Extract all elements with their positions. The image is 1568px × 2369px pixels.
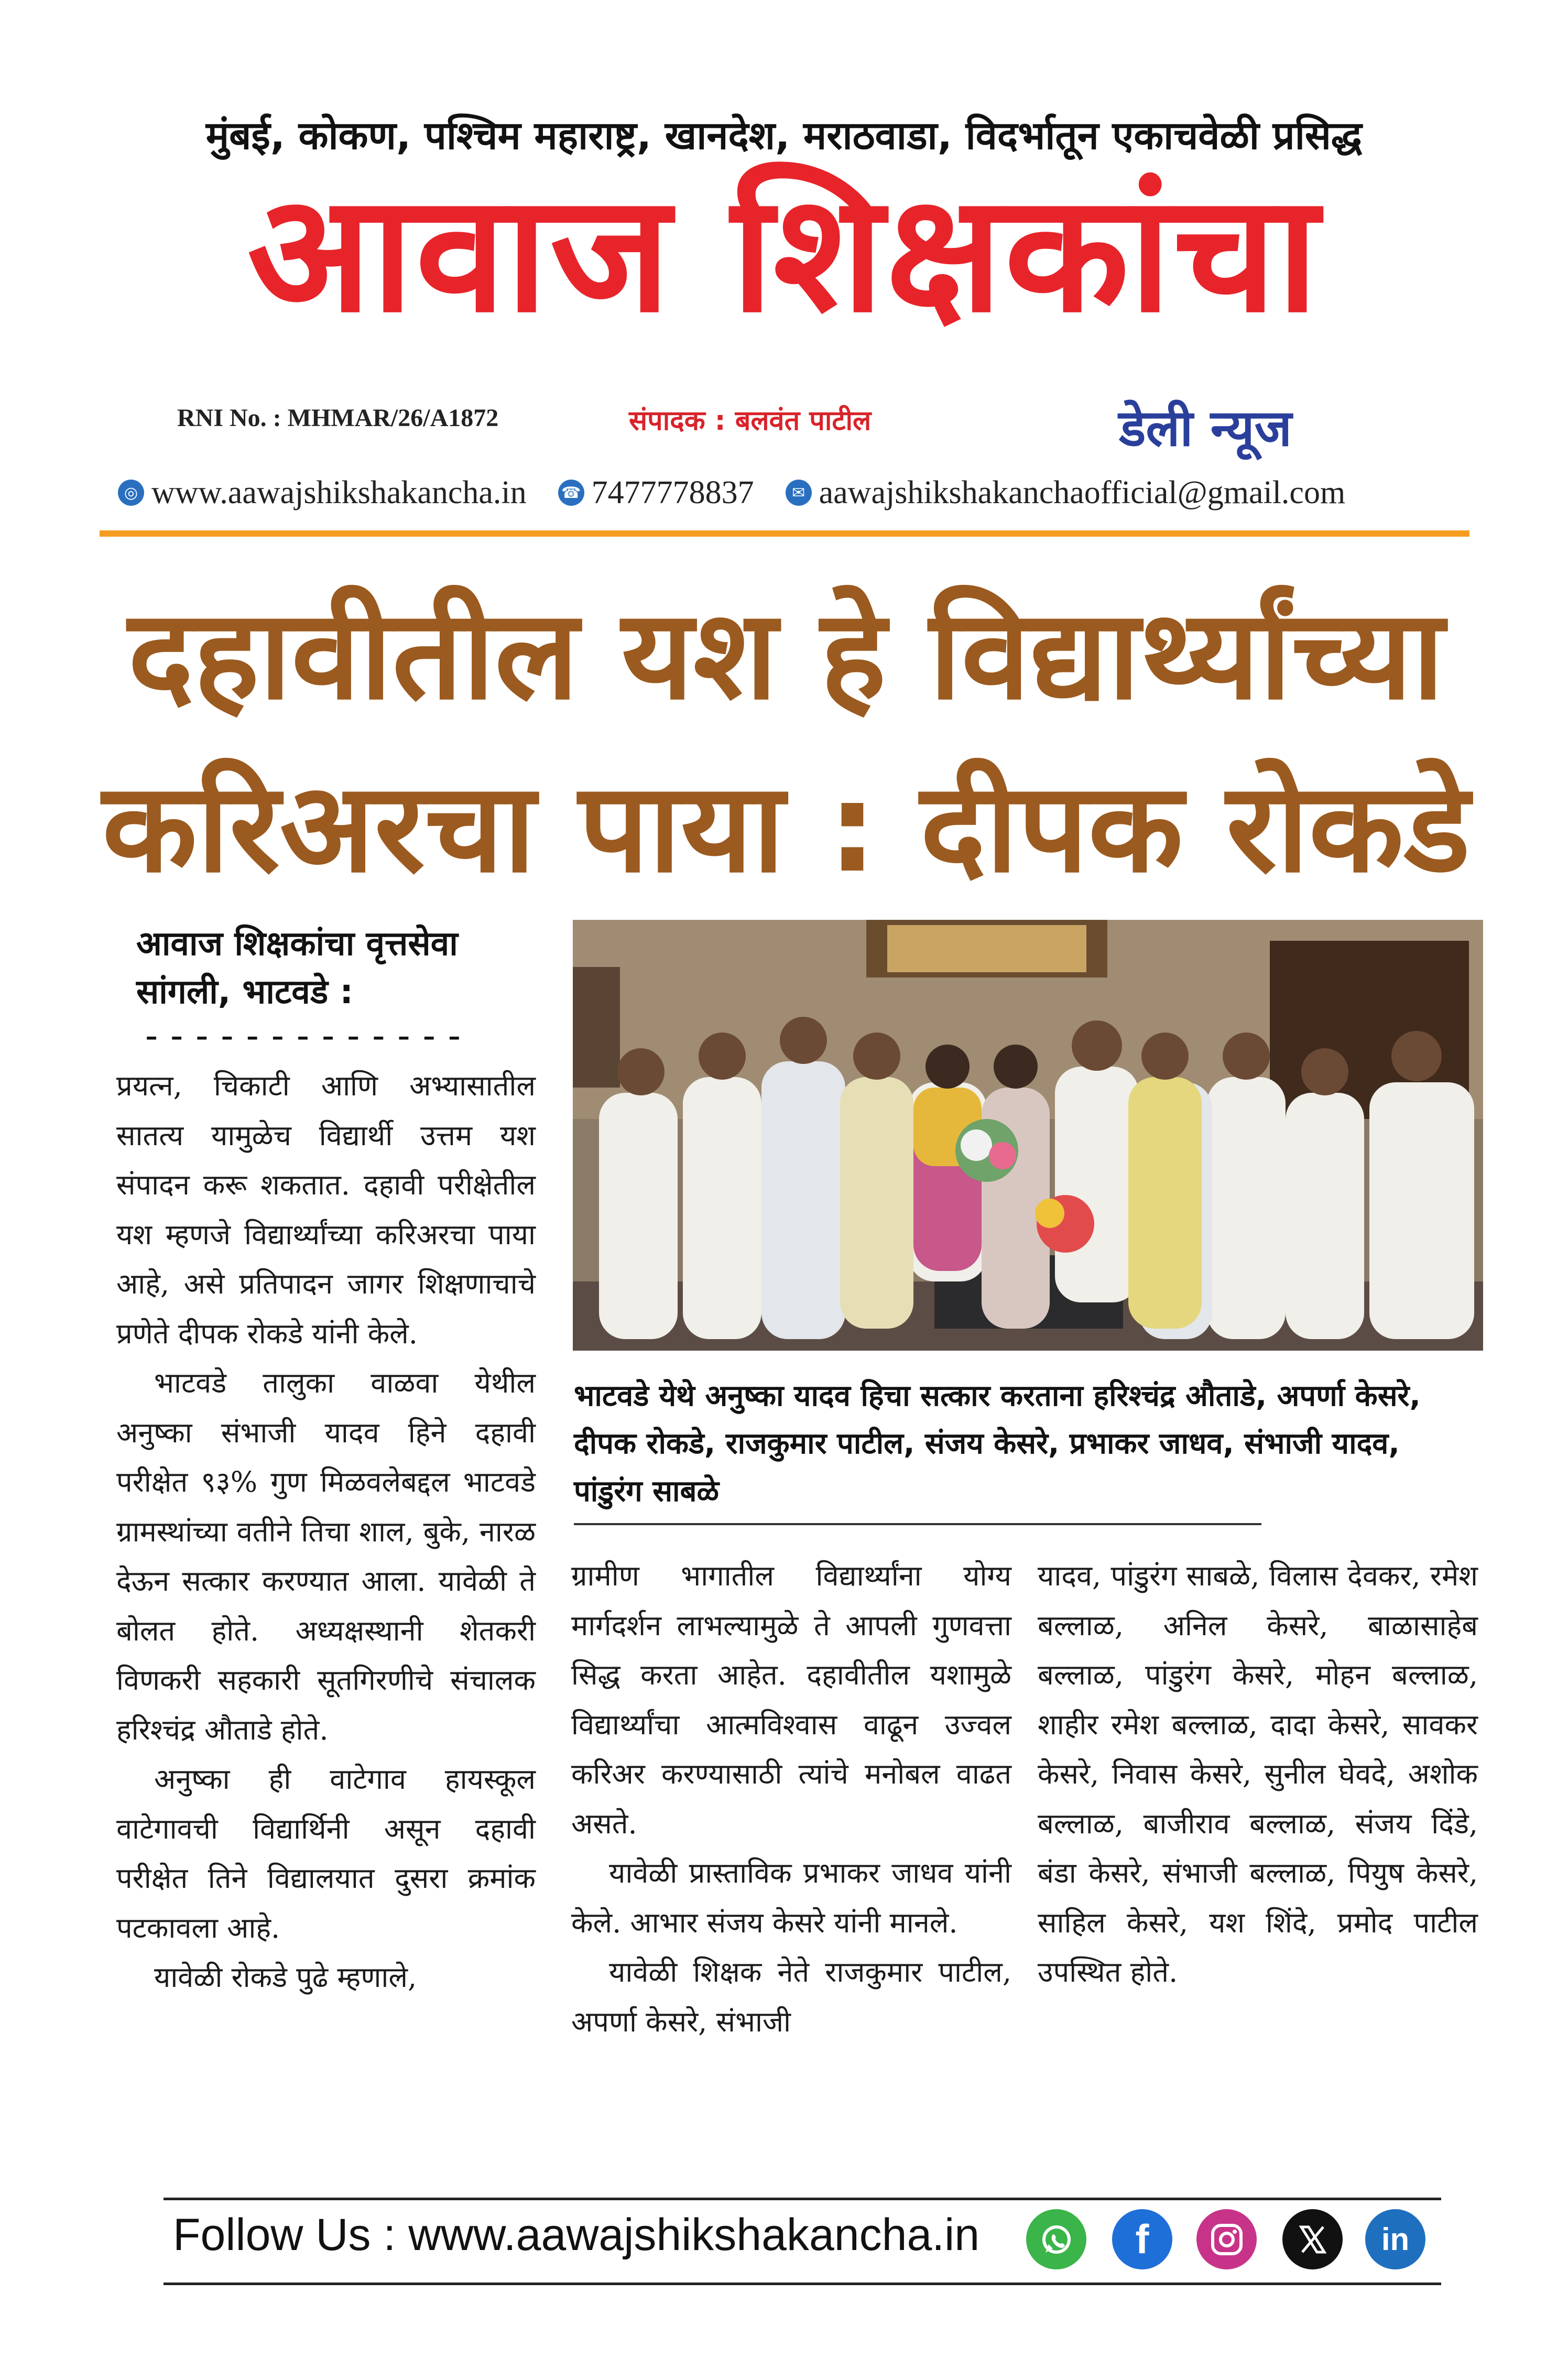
byline (136, 920, 566, 1016)
website-link[interactable]: www.aawajshikshakancha.in (151, 474, 527, 510)
article-paragraph: यावेळी शिक्षक नेते राजकुमार पाटील, अपर्णा केसरे, संभाजी (571, 1955, 1011, 2038)
article-paragraph: ग्रामीण भागातील विद्यार्थ्यांना योग्य मार्गदर्शन लाभल्यामुळे ते आपली गुणवत्ता सिद्ध करता आहेत. दहावीतील यशामुळे विद्यार्थ्यांचा आत्मविश्वास वाढून उज्वल करिअर करण्यासाठी त्यांचे मनोबल वाढत असते. (571, 1559, 1011, 1840)
article-column-3 (1038, 1551, 1478, 1997)
headline (84, 569, 1488, 915)
website-contact[interactable] (118, 474, 527, 512)
event-photo-illustration (573, 920, 1483, 1351)
headline-line-1: दहावीतील यश हे विद्यार्थ्यांच्या (128, 583, 1444, 727)
article-paragraph: यावेळी प्रास्ताविक प्रभाकर जाधव यांनी केले. आभार संजय केसरे यांनी मानले. (571, 1856, 1011, 1939)
phone-contact[interactable] (558, 474, 754, 512)
globe-icon: ◎ (118, 480, 144, 506)
headline-line-2: करिअरचा पाया : दीपक रोकडे (102, 756, 1470, 900)
editor-credit: संपादक : बलवंत पाटील (629, 405, 872, 437)
email-contact[interactable] (786, 474, 1346, 512)
masthead-divider (100, 530, 1469, 537)
newspaper-title: आवाज शिक्षकांचा (247, 159, 1321, 349)
footer-rule-bottom (164, 2283, 1441, 2285)
masthead-tagline: मुंबई, कोकण, पश्चिम महाराष्ट्र, खानदेश, मराठवाडा, विदर्भातून एकाचवेळी प्रसिद्ध (205, 113, 1363, 158)
byline-agency: आवाज शिक्षकांचा वृत्तसेवा (136, 925, 458, 963)
byline-dateline: सांगली, भाटवडे : (136, 973, 353, 1012)
article-paragraph: यावेळी रोकडे पुढे म्हणाले, (154, 1961, 417, 1994)
article-paragraph: अनुष्का ही वाटेगाव हायस्कूल वाटेगावची विद्यार्थिनी असून दहावी परीक्षेत तिने विद्यालयात दुसरा क्रमांक पटकावला आहे. (116, 1763, 536, 1944)
article-paragraph: यादव, पांडुरंग साबळे, विलास देवकर, रमेश बल्लाळ, अनिल केसरे, बाळासाहेब बल्लाळ, पांडुरंग केसरे, मोहन बल्लाळ, शाहीर रमेश बल्लाळ, दादा केसरे, सावकर केसरे, निवास केसरे, सुनील घेवदे, अशोक बल्लाळ, बाजीराव बल्लाळ, संजय दिंडे, बंडा केसरे, संभाजी बल्लाळ, पियुष केसरे, साहिल केसरे, यश शिंदे, प्रमोद पाटील उपस्थित होते. (1038, 1559, 1478, 1988)
linkedin-icon[interactable]: in (1365, 2209, 1425, 2269)
email-address[interactable]: aawajshikshakanchaofficial@gmail.com (819, 474, 1346, 510)
instagram-glyph (1210, 2222, 1244, 2257)
article-column-1 (116, 1061, 536, 2003)
mail-icon: ✉ (786, 480, 812, 506)
article-paragraph: भाटवडे तालुका वाळवा येथील अनुष्का संभाजी यादव हिने दहावी परीक्षेत ९३% गुण मिळवलेबद्दल भाटवडे ग्रामस्थांच्या वतीने तिचा शाल, बुके, नारळ देऊन सत्कार करण्यात आला. यावेळी ते बोलत होते. अध्यक्षस्थानी शेतकरी विणकरी सहकारी सूतगिरणीचे संचालक हरिश्चंद्र औताडे होते. (116, 1366, 536, 1746)
footer-rule-top (164, 2198, 1441, 2200)
phone-number[interactable]: 7477778837 (591, 474, 754, 510)
edition-label: डेली न्यूज (1119, 399, 1292, 458)
phone-icon: ☎ (558, 480, 584, 506)
byline-separator: ------------- (140, 1014, 469, 1057)
instagram-icon[interactable] (1196, 2209, 1257, 2269)
x-glyph (1297, 2224, 1329, 2255)
x-icon[interactable] (1282, 2209, 1343, 2269)
article-paragraph: प्रयत्न, चिकाटी आणि अभ्यासातील सातत्य यामुळेच विद्यार्थी उत्तम यश संपादन करू शकतात. दहावी परीक्षेतील यश म्हणजे विद्यार्थ्यांच्या करिअरचा पाया आहे, असे प्रतिपादन जागर शिक्षणाचाचे प्रणेते दीपक रोकडे यांनी केले. (116, 1069, 536, 1350)
whatsapp-glyph (1038, 2221, 1075, 2258)
facebook-icon[interactable]: f (1112, 2209, 1172, 2269)
photo-caption: भाटवडे येथे अनुष्का यादव हिचा सत्कार करताना हरिश्चंद्र औताडे, अपर्णा केसरे, दीपक रोकडे, राजकुमार पाटील, संजय केसरे, प्रभाकर जाधव, संभाजी यादव, पांडुरंग साबळे (574, 1379, 1421, 1508)
contact-strip (118, 472, 1460, 514)
whatsapp-icon[interactable] (1026, 2209, 1086, 2269)
follow-us-link[interactable]: Follow Us : www.aawajshikshakancha.in (173, 2210, 980, 2260)
rni-number: RNI No. : MHMAR/26/A1872 (177, 404, 499, 432)
caption-divider (574, 1523, 1261, 1525)
event-photo (573, 920, 1483, 1351)
article-column-2 (571, 1551, 1011, 2047)
